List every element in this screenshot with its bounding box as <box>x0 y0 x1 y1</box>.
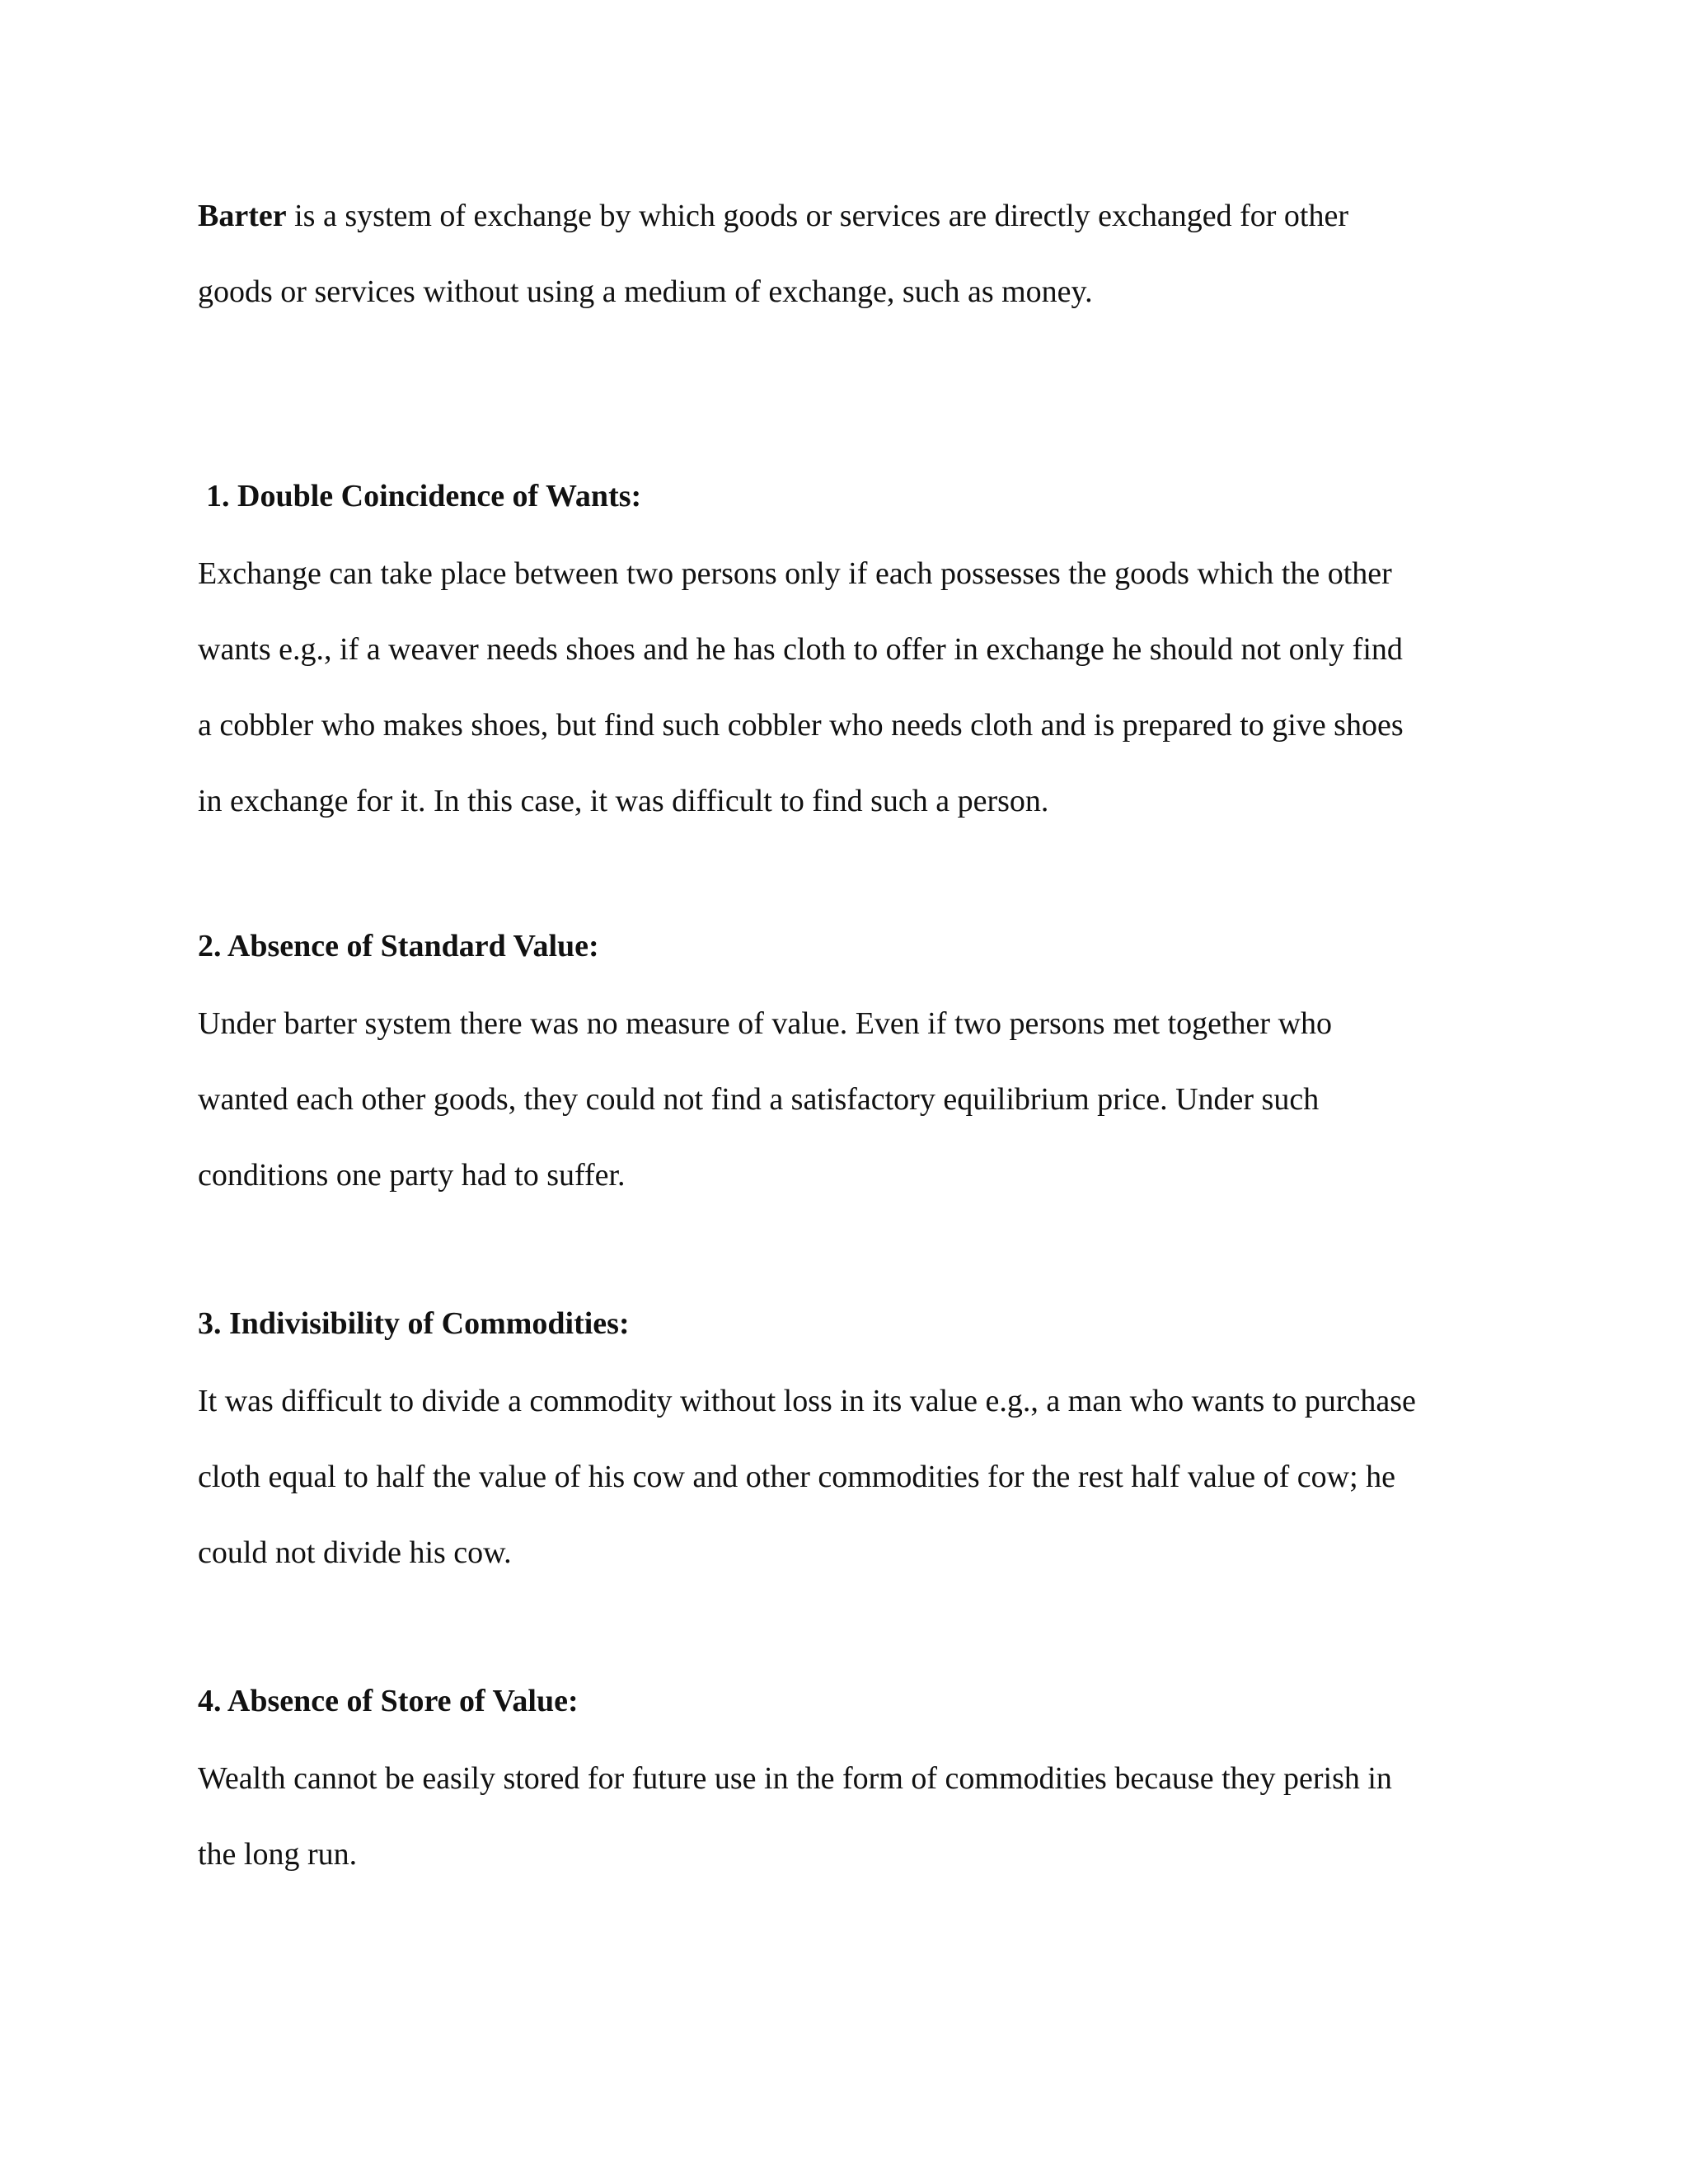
section-1-paragraph <box>198 536 1533 839</box>
intro-line-2: goods or services without using a medium of exchange, such as money. <box>198 274 1093 309</box>
intro-term: Barter <box>198 199 287 233</box>
section-4-heading: 4. Absence of Store of Value: <box>198 1684 579 1718</box>
section-4-line-2: the long run. <box>198 1837 358 1872</box>
section-1-line-1: Exchange can take place between two persons only if each possesses the goods which the other <box>198 556 1392 591</box>
intro-line-1 <box>198 178 1533 254</box>
section-3-heading: 3. Indivisibility of Commodities: <box>198 1306 630 1341</box>
section-2-line-3: conditions one party had to suffer. <box>198 1158 626 1193</box>
section-1-line-3: a cobbler who makes shoes, but find such cobbler who needs cloth and is prepared to give shoes <box>198 708 1404 743</box>
section-3-line-1: It was difficult to divide a commodity without loss in its value e.g., a man who wants to purchase <box>198 1384 1416 1418</box>
section-4-line-1: Wealth cannot be easily stored for future use in the form of commodities because they perish in <box>198 1761 1392 1796</box>
section-1-line-4: in exchange for it. In this case, it was difficult to find such a person. <box>198 784 1049 818</box>
section-2-heading: 2. Absence of Standard Value: <box>198 929 599 963</box>
section-3-line-3: could not divide his cow. <box>198 1535 512 1570</box>
section-1-heading: 1. Double Coincidence of Wants: <box>206 479 642 513</box>
section-3-line-2: cloth equal to half the value of his cow and other commodities for the rest half value of cow; he <box>198 1460 1396 1494</box>
section-1-line-2: wants e.g., if a weaver needs shoes and he has cloth to offer in exchange he should not only find <box>198 632 1403 667</box>
intro-paragraph <box>198 178 1533 330</box>
section-4-paragraph <box>198 1741 1533 1892</box>
intro-line-1-text: is a system of exchange by which goods or services are directly exchanged for other <box>286 199 1348 233</box>
section-2-line-1: Under barter system there was no measure of value. Even if two persons met together who <box>198 1006 1333 1041</box>
section-3-paragraph <box>198 1363 1533 1591</box>
section-2-paragraph <box>198 986 1533 1213</box>
section-2-line-2: wanted each other goods, they could not find a satisfactory equilibrium price. Under such <box>198 1082 1320 1117</box>
